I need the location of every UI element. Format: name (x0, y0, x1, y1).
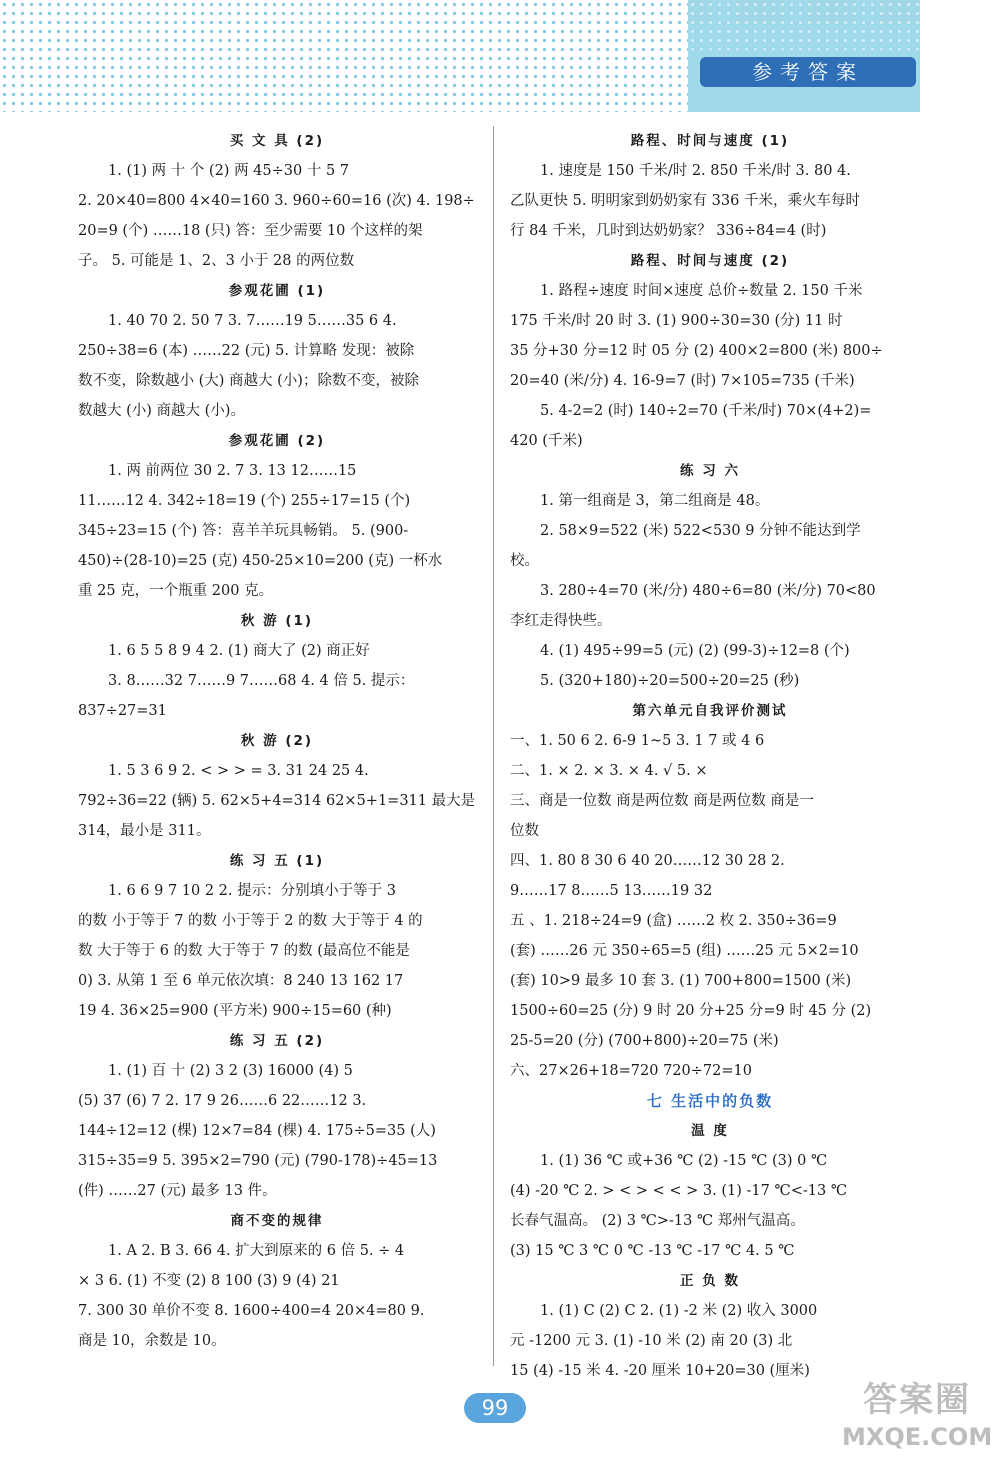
answer-line: 314，最小是 311。 (78, 823, 211, 839)
answer-line: 450)÷(28-10)=25 (克) 450-25×10=200 (克) 一杯水 (78, 553, 443, 569)
answer-line: 1. (1) 百 十 (2) 3 2 (3) 16000 (4) 5 (108, 1063, 353, 1079)
answer-line: 20=9 (个) ……18 (只) 答：至少需要 10 个这样的架 (78, 223, 423, 239)
watermark-logo (842, 1378, 992, 1460)
answer-line: 20=40 (米/分) 4. 16-9=7 (时) 7×105=735 (千米) (510, 373, 855, 389)
answer-key-label: 参考答案 (700, 57, 916, 87)
answer-line: 5. 4-2=2 (时) 140÷2=70 (千米/时) 70×(4+2)= (540, 403, 872, 419)
answer-line: (套) 10>9 最多 10 套 3. (1) 700+800=1500 (米) (510, 973, 852, 989)
section-heading: 练 习 五 (1) (229, 853, 325, 869)
answer-line: 李红走得快些。 (510, 613, 612, 629)
section-heading: 秋 游 (1) (240, 613, 314, 629)
answer-line: 一、1. 50 6 2. 6-9 1~5 3. 1 7 或 4 6 (510, 733, 765, 749)
answer-line: 11……12 4. 342÷18=19 (个) 255÷17=15 (个) (78, 493, 411, 509)
section-heading: 练 习 六 (680, 463, 740, 479)
answer-line: 1. 6 6 9 7 10 2 2. 提示：分别填小于等于 3 (108, 883, 396, 899)
answer-line: 175 千米/时 20 时 3. (1) 900÷30=30 (分) 11 时 (510, 313, 843, 329)
answer-line: 792÷36=22 (辆) 5. 62×5+4=314 62×5+1=311 最大是 (78, 793, 476, 809)
banner-dot-pattern (688, 0, 920, 50)
answer-line: 数不变，除数越小 (大) 商越大 (小)；除数不变，被除 (78, 373, 419, 389)
answer-line: 1. 速度是 150 千米/时 2. 850 千米/时 3. 80 4. (540, 163, 851, 179)
answer-line: 144÷12=12 (棵) 12×7=84 (棵) 4. 175÷5=35 (人) (78, 1123, 436, 1139)
answer-line: 1. 6 5 5 8 9 4 2. (1) 商大了 (2) 商正好 (108, 643, 370, 659)
left-answer-column (78, 126, 476, 1356)
answer-line: 乙队更快 5. 明明家到奶奶家有 336 千米，乘火车每时 (510, 193, 860, 209)
answer-line: 1. 40 70 2. 50 7 3. 7……19 5……35 6 4. (108, 313, 397, 329)
answer-line: 25-5=20 (分) (700+800)÷20=75 (米) (510, 1033, 779, 1049)
answer-line: 837÷27=31 (78, 703, 167, 719)
answer-line: 19 4. 36×25=900 (平方米) 900÷15=60 (种) (78, 1003, 392, 1019)
answer-line: 250÷38=6 (本) ……22 (元) 5. 计算略 发现：被除 (78, 343, 415, 359)
section-heading: 温 度 (691, 1123, 729, 1139)
answer-line: 1. A 2. B 3. 66 4. 扩大到原来的 6 倍 5. ÷ 4 (108, 1243, 405, 1259)
answer-line: 子。 5. 可能是 1、2、3 小于 28 的两位数 (78, 253, 355, 269)
section-heading: 第六单元自我评价测试 (632, 703, 788, 719)
answer-line: 1. 5 3 6 9 2. < > > = 3. 31 24 25 4. (108, 763, 369, 779)
answer-line: 1. 第一组商是 3，第二组商是 48。 (540, 493, 770, 509)
answer-line: (3) 15 ℃ 3 ℃ 0 ℃ -13 ℃ -17 ℃ 4. 5 ℃ (510, 1243, 795, 1259)
page-number: 99 (464, 1393, 526, 1423)
watermark-line1: 答案圈 (863, 1380, 971, 1420)
answer-line: 1. 路程÷速度 时间×速度 总价÷数量 2. 150 千米 (540, 283, 863, 299)
answer-line: 2. 58×9=522 (米) 522<530 9 分钟不能达到学 (540, 523, 861, 539)
answer-line: (5) 37 (6) 7 2. 17 9 26……6 22……12 3. (78, 1093, 367, 1109)
answer-line: 2. 20×40=800 4×40=160 3. 960÷60=16 (次) 4. 198÷ (78, 193, 475, 209)
section-heading: 秋 游 (2) (240, 733, 314, 749)
answer-line: 校。 (510, 553, 539, 569)
answer-line: 315÷35=9 5. 395×2=790 (元) (790-178)÷45=13 (78, 1153, 438, 1169)
answer-line: 数 大于等于 6 的数 大于等于 7 的数 (最高位不能是 (78, 943, 410, 959)
section-heading: 商不变的规律 (230, 1213, 324, 1229)
column-divider (493, 126, 494, 1366)
answer-line: 35 分+30 分=12 时 05 分 (2) 400×2=800 (米) 800÷ (510, 343, 883, 359)
answer-line: 元 -1200 元 3. (1) -10 米 (2) 南 20 (3) 北 (510, 1333, 793, 1349)
answer-line: 的数 小于等于 7 的数 小于等于 2 的数 大于等于 4 的 (78, 913, 423, 929)
answer-line: 五 、1. 218÷24=9 (盒) ……2 枚 2. 350÷36=9 (510, 913, 837, 929)
right-answer-column (510, 126, 910, 1386)
section-heading: 练 习 五 (2) (229, 1033, 325, 1049)
answer-line: 420 (千米) (510, 433, 583, 449)
answer-line: 1500÷60=25 (分) 9 时 20 分+25 分=9 时 45 分 (2) (510, 1003, 872, 1019)
answer-line: 商是 10，余数是 10。 (78, 1333, 226, 1349)
section-heading: 路程、时间与速度 (2) (630, 253, 790, 269)
answer-line: 3. 8……32 7……9 7……68 4. 4 倍 5. 提示： (108, 673, 415, 689)
answer-line: 四、1. 80 8 30 6 40 20……12 30 28 2. (510, 853, 785, 869)
answer-line: 1. (1) 两 十 个 (2) 两 45÷30 十 5 7 (108, 163, 350, 179)
answer-line: 1. 两 前两位 30 2. 7 3. 13 12……15 (108, 463, 357, 479)
section-heading: 参观花圃 (1) (228, 283, 326, 299)
answer-line: 1. (1) C (2) C 2. (1) -2 米 (2) 收入 3000 (540, 1303, 818, 1319)
answer-line: 345÷23=15 (个) 答：喜羊羊玩具畅销。 5. (900- (78, 523, 409, 539)
section-heading: 买 文 具 (2) (229, 133, 325, 149)
answer-line: 9……17 8……5 13……19 32 (510, 883, 713, 899)
answer-line: 长春气温高。 (2) 3 ℃>-13 ℃ 郑州气温高。 (510, 1213, 805, 1229)
section-heading: 参观花圃 (2) (228, 433, 326, 449)
answer-line: 重 25 克，一个瓶重 200 克。 (78, 583, 274, 599)
section-heading: 正 负 数 (680, 1273, 740, 1289)
answer-line: 六、27×26+18=720 720÷72=10 (510, 1063, 752, 1079)
answer-line: 4. (1) 495÷99=5 (元) (2) (99-3)÷12=8 (个) (540, 643, 850, 659)
answer-line: 位数 (510, 823, 539, 839)
answer-line: 15 (4) -15 米 4. -20 厘米 10+20=30 (厘米) (510, 1363, 810, 1379)
watermark-line2: MXQE.COM (842, 1423, 993, 1451)
answer-line: 数越大 (小) 商越大 (小)。 (78, 403, 245, 419)
answer-line: 7. 300 30 单价不变 8. 1600÷400=4 20×4=80 9. (78, 1303, 425, 1319)
answer-line: 行 84 千米，几时到达奶奶家？ 336÷84=4 (时) (510, 223, 827, 239)
answer-line: 0) 3. 从第 1 至 6 单元依次填：8 240 13 162 17 (78, 973, 404, 989)
answer-line: 3. 280÷4=70 (米/分) 480÷6=80 (米/分) 70<80 (540, 583, 876, 599)
section-heading: 路程、时间与速度 (1) (630, 133, 790, 149)
unit-heading: 七 生活中的负数 (646, 1092, 774, 1110)
header-dot-pattern (0, 0, 700, 112)
answer-line: (套) ……26 元 350÷65=5 (组) ……25 元 5×2=10 (510, 943, 859, 959)
answer-line: 1. (1) 36 ℃ 或+36 ℃ (2) -15 ℃ (3) 0 ℃ (540, 1153, 828, 1169)
answer-line: (4) -20 ℃ 2. > < > < < > 3. (1) -17 ℃<-13 ℃ (510, 1183, 848, 1199)
answer-line: 三、商是一位数 商是两位数 商是两位数 商是一 (510, 793, 814, 809)
answer-line: 5. (320+180)÷20=500÷20=25 (秒) (540, 673, 800, 689)
answer-line: (件) ……27 (元) 最多 13 件。 (78, 1183, 277, 1199)
answer-line: × 3 6. (1) 不变 (2) 8 100 (3) 9 (4) 21 (78, 1273, 340, 1289)
answer-line: 二、1. × 2. × 3. × 4. √ 5. × (510, 763, 708, 779)
